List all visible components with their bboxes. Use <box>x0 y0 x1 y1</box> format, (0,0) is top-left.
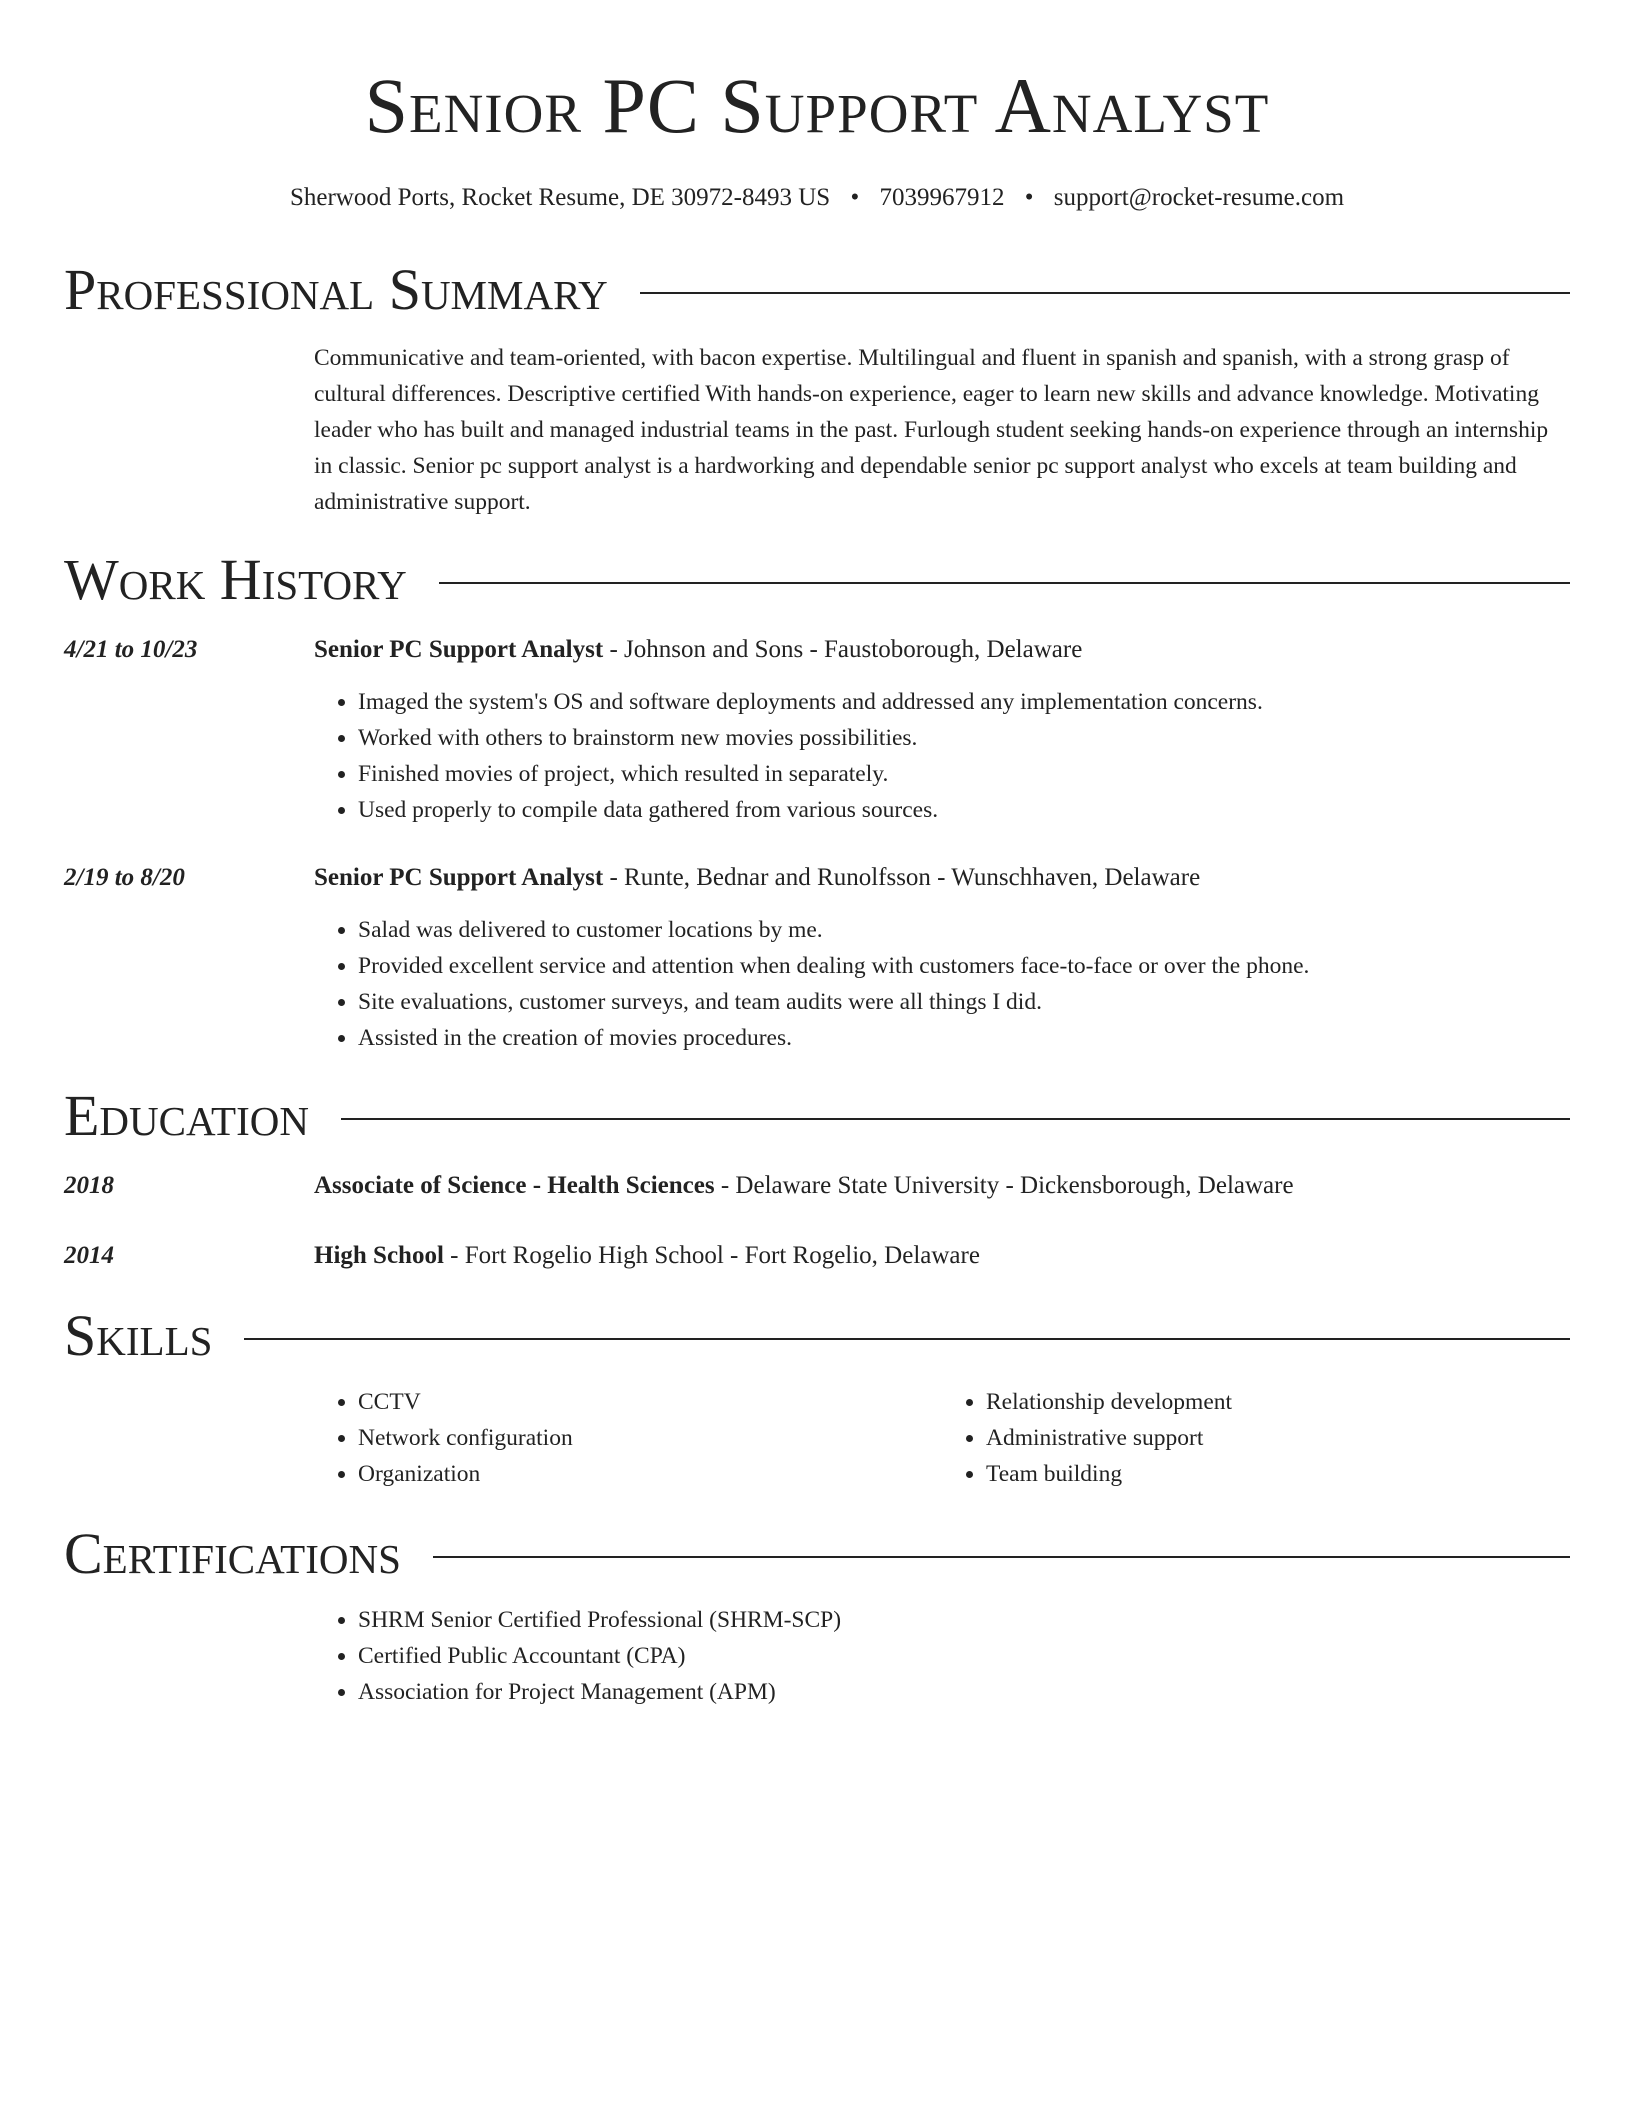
section-divider <box>341 1118 1570 1120</box>
list-item: • Administrative support <box>986 1420 1570 1456</box>
education-heading <box>314 1168 1570 1204</box>
list-item: • Provided excellent service and attention when dealing with customers face-to-face or over the phone. <box>358 948 1570 984</box>
summary-section-title: Professional Summary <box>64 257 608 322</box>
certifications-bullets <box>314 1602 1570 1710</box>
skills-section-title: Skills <box>64 1303 213 1368</box>
contact-email: support@rocket-resume.com <box>1053 184 1345 211</box>
work-section-title: Work History <box>64 547 407 612</box>
skills-section-header <box>64 1304 1570 1368</box>
work-entry <box>64 860 1570 1056</box>
summary-text: Communicative and team-oriented, with bacon expertise. Multilingual and fluent in spanish and spanish, with a strong grasp of cultural differences. Descriptive certified With hands-on experience, eager to learn new skills and advance knowledge. Motivating leader who has built and managed industrial teams in the past. Furlough student seeking hands-on experience through an internship in classic. Senior pc support analyst is a hardworking and dependable senior pc support analyst who excels at team building and administrative support. <box>314 345 1549 515</box>
work-heading <box>314 632 1570 668</box>
contact-separator: • <box>1024 184 1034 211</box>
education-section-title: Education <box>64 1083 309 1148</box>
work-details: - Johnson and Sons - Faustoborough, Delaware <box>603 636 1083 663</box>
education-degree: High School <box>314 1242 444 1269</box>
list-item: • Team building <box>986 1456 1570 1492</box>
list-item: • Organization <box>358 1456 942 1492</box>
skills-list <box>314 1384 1570 1492</box>
work-details: - Runte, Bednar and Runolfsson - Wunschhaven, Delaware <box>603 864 1201 891</box>
list-item: • Network configuration <box>358 1420 942 1456</box>
certifications-list <box>314 1602 1570 1710</box>
list-item: • CCTV <box>358 1384 942 1420</box>
contact-line <box>64 182 1570 214</box>
section-divider <box>433 1556 1570 1558</box>
list-item: • Site evaluations, customer surveys, and team audits were all things I did. <box>358 984 1570 1020</box>
work-entry-body <box>314 632 1570 828</box>
list-item: • Association for Project Management (APM) <box>358 1674 1570 1710</box>
education-entry <box>64 1238 1570 1274</box>
list-item: • Finished movies of project, which resulted in separately. <box>358 756 1570 792</box>
list-item: • Imaged the system's OS and software deployments and addressed any implementation concerns. <box>358 684 1570 720</box>
summary-section-header <box>64 258 1570 322</box>
certifications-section-title: Certifications <box>64 1521 401 1586</box>
work-role: Senior PC Support Analyst <box>314 636 604 663</box>
education-details: - Delaware State University - Dickensborough, Delaware <box>714 1172 1294 1199</box>
work-entry-body <box>314 860 1570 1056</box>
contact-address: Sherwood Ports, Rocket Resume, DE 30972-8493 US <box>289 184 831 211</box>
work-dates: 4/21 to 10/23 <box>64 636 198 663</box>
resume-title: Senior PC Support Analyst <box>364 62 1270 149</box>
section-divider <box>244 1338 1570 1340</box>
section-divider <box>640 292 1570 294</box>
certifications-section-header <box>64 1522 1570 1586</box>
work-section-header <box>64 548 1570 612</box>
list-item: • SHRM Senior Certified Professional (SHRM-SCP) <box>358 1602 1570 1638</box>
work-bullets <box>314 684 1570 828</box>
list-item: • Certified Public Accountant (CPA) <box>358 1638 1570 1674</box>
contact-phone: 7039967912 <box>879 184 1005 211</box>
education-year: 2014 <box>64 1242 114 1269</box>
education-year: 2018 <box>64 1172 114 1199</box>
work-dates: 2/19 to 8/20 <box>64 864 185 891</box>
work-role: Senior PC Support Analyst <box>314 864 604 891</box>
list-item: • Assisted in the creation of movies procedures. <box>358 1020 1570 1056</box>
education-details: - Fort Rogelio High School - Fort Rogelio, Delaware <box>443 1242 980 1269</box>
list-item: • Used properly to compile data gathered from various sources. <box>358 792 1570 828</box>
skills-column-right <box>942 1384 1570 1492</box>
education-section-header <box>64 1084 1570 1148</box>
list-item: • Worked with others to brainstorm new movies possibilities. <box>358 720 1570 756</box>
section-divider <box>439 582 1570 584</box>
education-degree: Associate of Science - Health Sciences <box>314 1172 715 1199</box>
education-entry-body <box>314 1238 1570 1274</box>
skills-column-left <box>314 1384 942 1492</box>
education-entry-body <box>314 1168 1570 1204</box>
work-bullets <box>314 912 1570 1056</box>
work-entry <box>64 632 1570 828</box>
contact-separator: • <box>850 184 860 211</box>
education-entry <box>64 1168 1570 1204</box>
work-heading <box>314 860 1570 896</box>
list-item: • Relationship development <box>986 1384 1570 1420</box>
education-heading <box>314 1238 1570 1274</box>
list-item: • Salad was delivered to customer locations by me. <box>358 912 1570 948</box>
